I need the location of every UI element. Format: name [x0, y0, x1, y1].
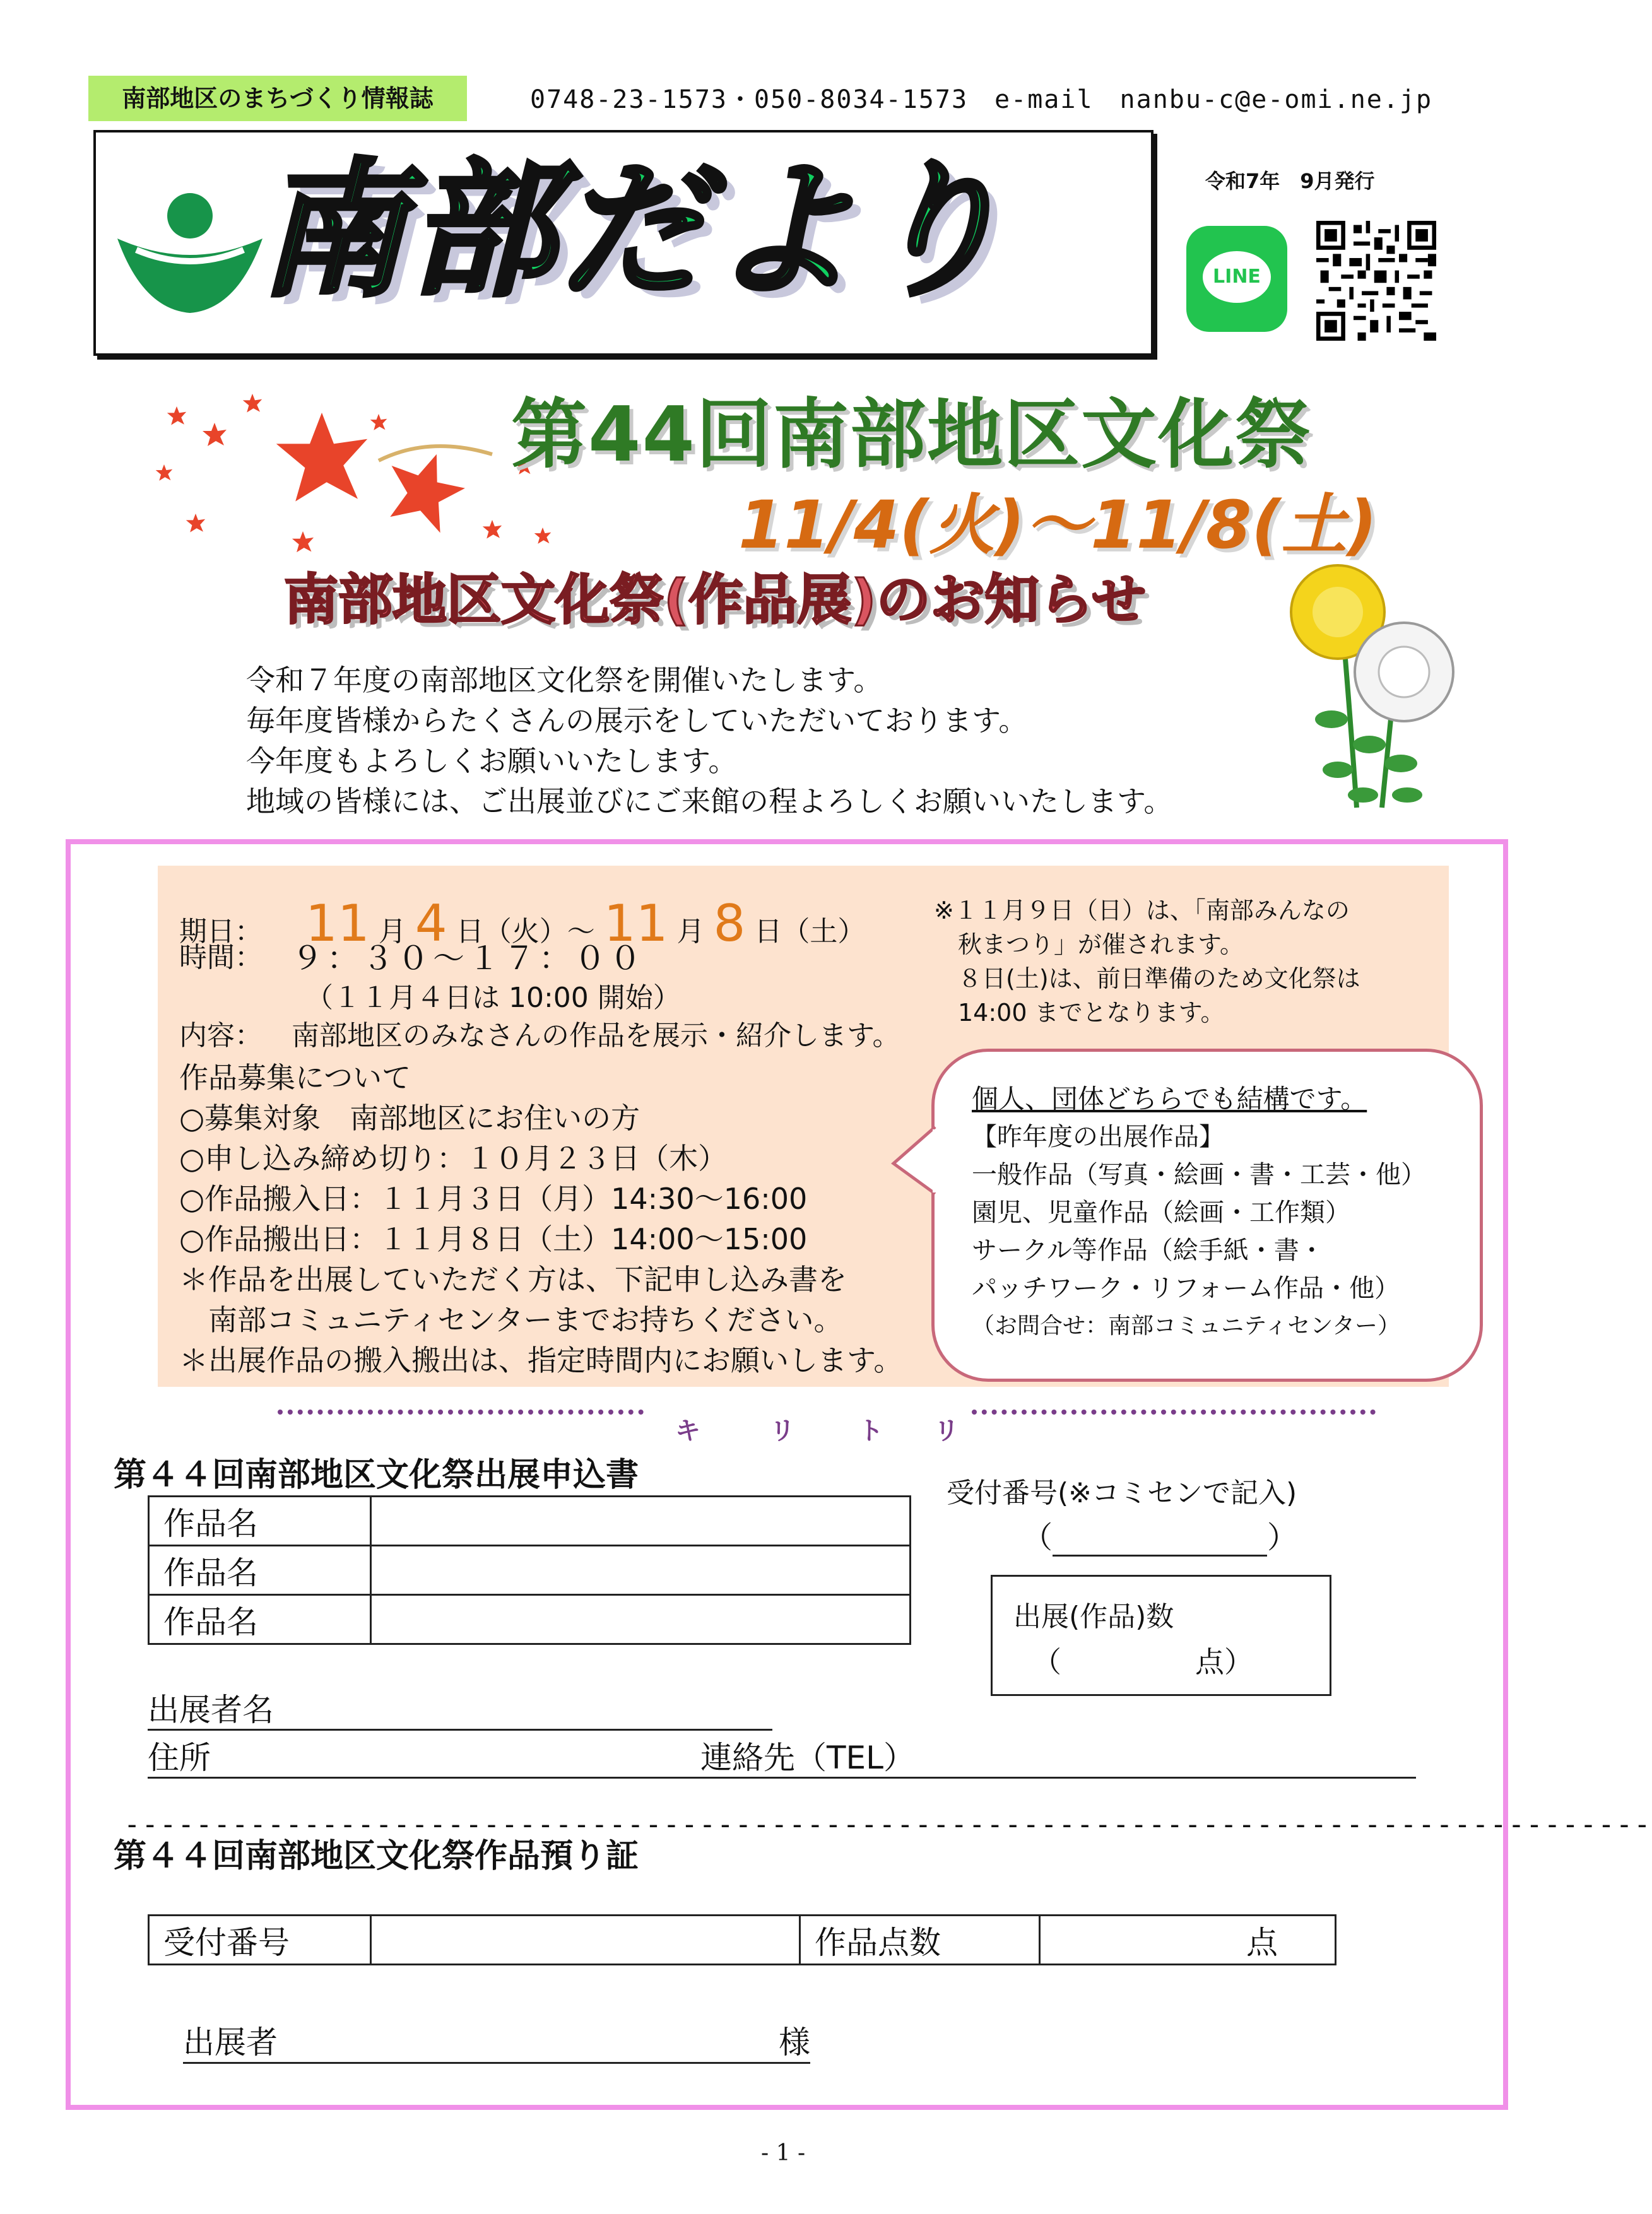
speech-bubble-tail — [891, 1123, 936, 1199]
address-field[interactable] — [148, 1739, 1416, 1779]
receipt-number-label: 受付番号(※コミセンで記入) — [947, 1477, 1297, 1509]
receipt-count-unit[interactable]: 点 — [1040, 1916, 1336, 1965]
receipt-paren-open: （ — [1022, 1520, 1053, 1555]
work-name-input[interactable] — [371, 1497, 911, 1546]
recruit-item: 南部コミュニティセンターまでお持ちください。 — [179, 1303, 843, 1337]
work-name-row — [149, 1497, 911, 1546]
intro-line: 毎年度皆様からたくさんの展示をしていただいております。 — [246, 704, 1028, 738]
content-value: 南部地区のみなさんの作品を展示・紹介します。 — [292, 1020, 900, 1052]
receipt-exhibitor-field[interactable] — [183, 2023, 810, 2064]
divider-dashes: ------------------------------------------------------------------------------------- — [124, 1808, 1652, 1840]
receipt-table — [148, 1914, 1336, 1965]
receipt-count-label: 作品点数 — [800, 1916, 1040, 1965]
side-note-line: ８日(土)は、前日準備のため文化祭は — [934, 965, 1360, 992]
count-label: 出展(作品)数 — [1013, 1601, 1174, 1633]
bubble-line: パッチワーク・リフォーム作品・他） — [972, 1274, 1400, 1303]
bubble-line: 【昨年度の出展作品】 — [972, 1122, 1224, 1151]
cut-char: ト — [858, 1416, 883, 1446]
festival-title: 第44回南部地区文化祭 — [511, 391, 1312, 479]
recruit-item: ○作品搬入日：１１月３日（月）14:30～16:00 — [179, 1182, 808, 1216]
contact-info: 0748-23-1573・050-8034-1573 e-mail nanbu-c@e-omi.ne.jp — [530, 85, 1433, 114]
page-number: - 1 - — [761, 2140, 806, 2166]
work-name-input[interactable] — [371, 1546, 911, 1595]
bubble-contact: （お問合せ：南部コミュニティセンター） — [972, 1313, 1400, 1339]
masthead-title: 南部だより — [259, 146, 1010, 316]
issue-date: 令和7年 9月発行 — [1205, 169, 1375, 193]
period-label: 期日： — [179, 916, 263, 948]
work-name-row — [149, 1595, 911, 1644]
period-month-1: 11 — [305, 894, 370, 953]
side-note — [934, 893, 1360, 1030]
receipt-honorific: 様 — [779, 2024, 810, 2061]
recruit-item: ＊出展作品の搬入搬出は、指定時間内にお願いします。 — [179, 1343, 903, 1377]
exhibitor-field[interactable] — [148, 1691, 772, 1731]
work-name-table — [148, 1495, 911, 1645]
period-month-unit-1: 月 — [378, 916, 406, 948]
intro-line: 令和７年度の南部地区文化祭を開催いたします。 — [246, 663, 883, 697]
notice-title: 南部地区文化祭(作品展)のお知らせ — [284, 568, 1147, 632]
qr-code-icon[interactable] — [1316, 221, 1436, 341]
receipt-row — [149, 1916, 1336, 1965]
time-label: 時間： — [179, 941, 263, 974]
festival-date: 11/4(火)～11/8(土) — [738, 486, 1378, 563]
bubble-line: サークル等作品（絵手紙・書・ — [972, 1236, 1325, 1265]
period-weekday-2: 日（土） — [754, 916, 866, 948]
recruit-item: ○申し込み締め切り：１０月２３日（木） — [179, 1141, 728, 1175]
work-name-label: 作品名 — [149, 1497, 371, 1546]
count-paren: （ — [1032, 1645, 1061, 1679]
cut-char: キ — [675, 1416, 700, 1446]
recruit-item: ○募集対象 南部地区にお住いの方 — [179, 1101, 640, 1135]
magazine-tag: 南部地区のまちづくり情報誌 — [88, 76, 467, 121]
intro-line: 地域の皆様には、ご出展並びにご来館の程よろしくお願いいたします。 — [246, 784, 1173, 818]
recruit-item: ○作品搬出日：１１月８日（土）14:00～15:00 — [179, 1222, 808, 1256]
time-note: （１１月４日は 10:00 開始） — [305, 982, 681, 1014]
time-value: ９：３０～１７：００ — [292, 940, 645, 977]
address-label: 住所 — [148, 1740, 211, 1776]
cut-char: リ — [934, 1416, 959, 1446]
recruit-section — [179, 1057, 902, 1381]
work-name-row — [149, 1546, 911, 1595]
receipt-number-cell-label: 受付番号 — [149, 1916, 371, 1965]
content-label: 内容： — [179, 1020, 263, 1052]
cut-line — [278, 1404, 1376, 1446]
bubble-lead: 個人、団体どちらでも結構です。 — [972, 1083, 1367, 1114]
side-note-line: 秋まつり」が催されます。 — [934, 931, 1244, 958]
receipt-title: 第４４回南部地区文化祭作品預り証 — [114, 1837, 639, 1875]
cut-dots — [278, 1410, 644, 1415]
work-name-input[interactable] — [371, 1595, 911, 1644]
chrysanthemum-icon — [1287, 555, 1464, 820]
intro-text — [246, 660, 1172, 821]
line-label: LINE — [1203, 251, 1271, 303]
recruit-item: ＊作品を出展していただく方は、下記申し込み書を — [179, 1263, 847, 1297]
bubble-line: 一般作品（写真・絵画・書・工芸・他） — [972, 1160, 1426, 1189]
town-emblem-icon — [117, 189, 263, 315]
period-month-2: 11 — [603, 894, 668, 953]
application-title: 第４４回南部地区文化祭出展申込書 — [114, 1456, 639, 1494]
side-note-line: 14:00 までとなります。 — [934, 999, 1225, 1027]
count-unit[interactable]: 点） — [1195, 1645, 1253, 1679]
side-note-line: ※１１月９日（日）は、「南部みんなの — [934, 897, 1350, 924]
work-name-label: 作品名 — [149, 1595, 371, 1644]
exhibitor-label: 出展者名 — [148, 1692, 274, 1728]
cut-dots — [972, 1410, 1376, 1415]
recruit-heading: 作品募集について — [179, 1061, 411, 1095]
tel-label: 連絡先（TEL） — [700, 1740, 915, 1776]
cut-char: リ — [770, 1416, 795, 1446]
receipt-number-input[interactable] — [371, 1916, 800, 1965]
receipt-number-field[interactable] — [1022, 1513, 1297, 1557]
period-weekday-1: 日（火）～ — [456, 916, 595, 948]
period-day-2: 8 — [713, 894, 746, 953]
bubble-line: 園児、児童作品（絵画・工作類） — [972, 1198, 1350, 1227]
work-name-label: 作品名 — [149, 1546, 371, 1595]
receipt-paren-close: ） — [1267, 1520, 1298, 1555]
bubble-text — [972, 1080, 1426, 1345]
period-day-1: 4 — [415, 894, 447, 953]
intro-line: 今年度もよろしくお願いいたします。 — [246, 744, 738, 778]
period-month-unit-2: 月 — [676, 916, 705, 948]
receipt-exhibitor-label: 出展者 — [183, 2024, 278, 2061]
